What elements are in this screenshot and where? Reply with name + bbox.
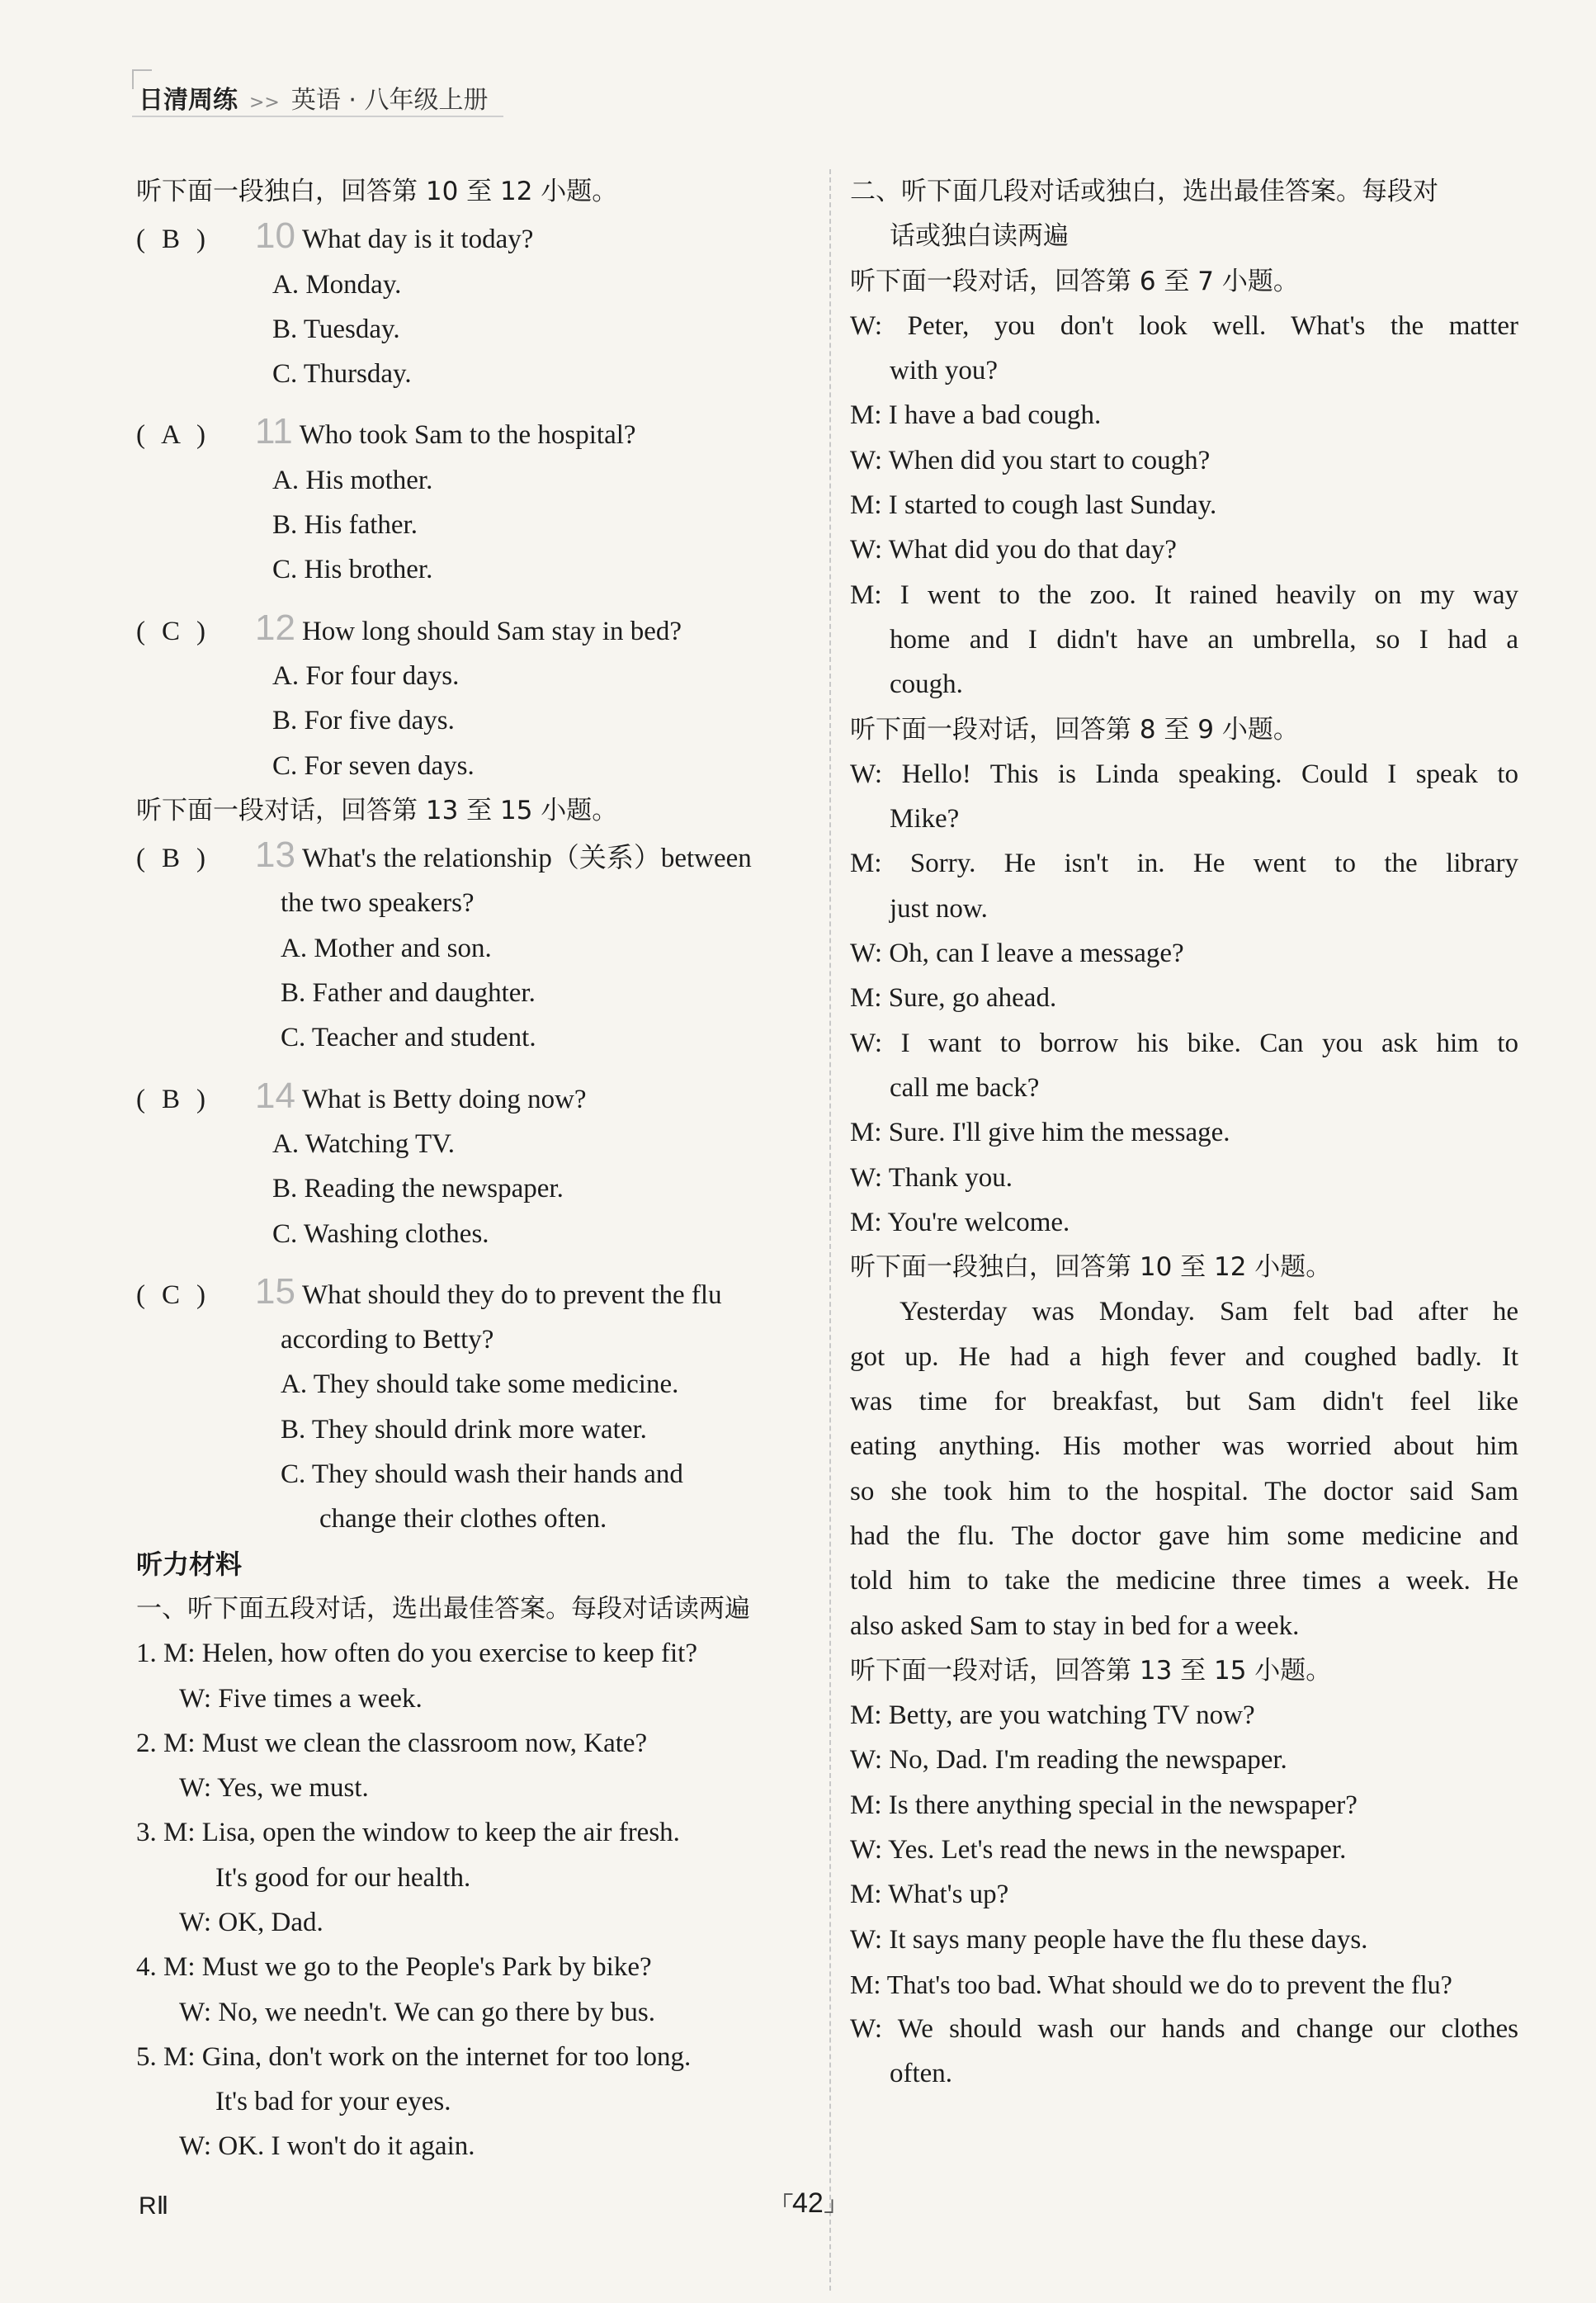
question-number: 15 — [255, 1270, 295, 1312]
dialog-line: M: Sure, go ahead. — [850, 983, 1057, 1014]
dialog-line: M: I have a bad cough. — [850, 400, 1102, 431]
question-stem: What's the relationship（关系）between — [301, 844, 752, 874]
option: A. Mother and son. — [281, 933, 492, 963]
right-column — [850, 169, 1518, 2097]
dialog-line: with you? — [890, 356, 999, 386]
question-15 — [136, 1270, 809, 1317]
answer-value: C — [161, 1279, 180, 1310]
dialog-line: W: Peter, you don't look well. What's the matter — [850, 310, 1518, 341]
question-number: 13 — [255, 835, 295, 876]
header-rule — [132, 116, 503, 117]
option: A. His mother. — [272, 465, 433, 495]
answer-value: A — [161, 420, 181, 451]
dialog-line: M: Sorry. He isn't in. He went to the library — [850, 849, 1518, 879]
dialog-line: 5. M: Gina, don't work on the internet for too long. — [136, 2041, 692, 2072]
option-cont: change their clothes often. — [319, 1504, 607, 1535]
dialog-line: W: It says many people have the flu these days. — [850, 1924, 1368, 1955]
part-two-title: 二、听下面几段对话或独白，选出最佳答案。每段对 — [850, 177, 1438, 206]
question-stem: Who took Sam to the hospital? — [299, 420, 636, 451]
chevron-icon: >> — [249, 92, 280, 113]
part-two-title-cont: 话或独白读两遍 — [890, 221, 1069, 252]
running-header — [139, 79, 488, 116]
dialog-line: 3. M: Lisa, open the window to keep the air fresh. — [136, 1818, 680, 1848]
monologue-line: eating anything. His mother was worried about him — [850, 1431, 1518, 1462]
book-brand: 日清周练 — [139, 86, 238, 115]
option: C. For seven days. — [272, 750, 475, 781]
dialog-line: M: Is there anything special in the newspaper? — [850, 1790, 1358, 1820]
dialog-line: W: What did you do that day? — [850, 535, 1177, 565]
option: B. Father and daughter. — [281, 978, 536, 1009]
question-14 — [136, 1074, 809, 1122]
section-intro: 听下面一段独白，回答第 10 至 12 小题。 — [136, 177, 618, 206]
question-stem-cont: according to Betty? — [281, 1325, 494, 1355]
option: A. For four days. — [272, 660, 460, 691]
column-divider — [829, 169, 832, 2291]
answer-value: C — [161, 616, 180, 646]
dialog-line: It's good for our health. — [215, 1862, 471, 1893]
answer-bracket: ( B ) — [136, 836, 260, 881]
option: B. His father. — [272, 510, 418, 541]
dialog-line: W: No, we needn't. We can go there by bus. — [179, 1997, 655, 2027]
section-intro: 听下面一段对话，回答第 8 至 9 小题。 — [850, 714, 1299, 745]
dialog-line: W: No, Dad. I'm reading the newspaper. — [850, 1745, 1287, 1776]
answer-value: B — [161, 225, 180, 255]
dialog-line: Mike? — [890, 804, 960, 835]
dialog-line: often. — [890, 2059, 953, 2089]
monologue-line: also asked Sam to stay in bed for a week. — [850, 1610, 1300, 1641]
option: C. Teacher and student. — [281, 1023, 536, 1053]
monologue-line: had the flu. The doctor gave him some medicine and — [850, 1520, 1518, 1551]
dialog-line: W: OK. I won't do it again. — [179, 2131, 475, 2162]
section-intro: 听下面一段对话，回答第 13 至 15 小题。 — [136, 795, 618, 825]
listening-material-title: 听力材料 — [136, 1548, 243, 1580]
question-number: 11 — [255, 411, 293, 452]
dialog-line: W: I want to borrow his bike. Can you ask him to — [850, 1028, 1518, 1058]
option: A. They should take some medicine. — [281, 1369, 679, 1400]
section-intro: 听下面一段对话，回答第 6 至 7 小题。 — [850, 266, 1299, 296]
question-number: 12 — [255, 607, 295, 648]
answer-bracket: ( C ) — [136, 1273, 260, 1317]
dialog-line: M: What's up? — [850, 1880, 1009, 1910]
answer-bracket: ( B ) — [136, 217, 260, 262]
dialog-line: M: You're welcome. — [850, 1207, 1070, 1237]
question-stem: What should they do to prevent the flu — [301, 1279, 722, 1310]
option: C. Thursday. — [272, 359, 412, 390]
dialog-line: M: Sure. I'll give him the message. — [850, 1118, 1230, 1148]
question-stem: What is Betty doing now? — [301, 1084, 587, 1114]
answer-value: B — [161, 1084, 180, 1114]
part-one-title: 一、听下面五段对话，选出最佳答案。每段对话读两遍 — [136, 1593, 750, 1624]
option: B. For five days. — [272, 706, 455, 736]
section-intro: 听下面一段独白，回答第 10 至 12 小题。 — [850, 1252, 1332, 1283]
dialog-line: just now. — [890, 893, 988, 924]
option: A. Watching TV. — [272, 1128, 456, 1159]
answer-bracket: ( C ) — [136, 609, 260, 654]
dialog-line: 1. M: Helen, how often do you exercise to keep fit? — [136, 1639, 697, 1669]
dialog-line: M: That's too bad. What should we do to prevent the flu? — [850, 1969, 1452, 1999]
monologue-line: so she took him to the hospital. The doctor said Sam — [850, 1476, 1518, 1506]
option: A. Monday. — [272, 269, 402, 300]
dialog-line: call me back? — [890, 1072, 1040, 1103]
dialog-line: M: I started to cough last Sunday. — [850, 490, 1217, 521]
answer-bracket: ( B ) — [136, 1077, 260, 1122]
question-11 — [136, 409, 809, 457]
dialog-line: W: Oh, can I leave a message? — [850, 939, 1184, 969]
section-intro: 听下面一段对话，回答第 13 至 15 小题。 — [850, 1655, 1332, 1686]
dialog-line: It's bad for your eyes. — [215, 2087, 451, 2117]
page-number: ┌ 42 ┘ — [792, 2187, 824, 2220]
dialog-line: W: OK, Dad. — [179, 1907, 323, 1937]
dialog-line: 4. M: Must we go to the People's Park by bike? — [136, 1952, 652, 1983]
option: B. Tuesday. — [272, 314, 400, 344]
monologue-line: was time for breakfast, but Sam didn't feel like — [850, 1387, 1518, 1417]
monologue-line: got up. He had a high fever and coughed badly. It — [850, 1341, 1518, 1372]
monologue-line: Yesterday was Monday. Sam felt bad after he — [900, 1297, 1518, 1327]
question-stem: How long should Sam stay in bed? — [301, 616, 682, 646]
dialog-line: W: When did you start to cough? — [850, 445, 1211, 475]
left-column — [136, 169, 809, 2169]
question-number: 10 — [255, 215, 295, 257]
edition-mark: RⅡ — [139, 2192, 169, 2220]
dialog-line: W: Thank you. — [850, 1162, 1013, 1193]
question-10 — [136, 214, 809, 262]
option: C. They should wash their hands and — [281, 1459, 683, 1490]
dialog-line: cough. — [890, 669, 963, 700]
dialog-line: W: Yes. Let's read the news in the newspaper. — [850, 1834, 1347, 1865]
question-stem: What day is it today? — [301, 225, 534, 255]
question-number: 14 — [255, 1075, 295, 1116]
answer-value: B — [161, 844, 180, 874]
question-13 — [136, 833, 809, 881]
dialog-line: W: Yes, we must. — [179, 1773, 369, 1804]
option: C. Washing clothes. — [272, 1218, 489, 1249]
option: C. His brother. — [272, 555, 433, 585]
dialog-line: M: Betty, are you watching TV now? — [850, 1700, 1255, 1731]
dialog-line: M: I went to the zoo. It rained heavily on my way — [850, 579, 1518, 610]
monologue-line: told him to take the medicine three times a week. He — [850, 1566, 1518, 1596]
dialog-line: 2. M: Must we clean the classroom now, Kate? — [136, 1728, 648, 1758]
dialog-line: W: Hello! This is Linda speaking. Could I speak to — [850, 759, 1518, 789]
answer-bracket: ( A ) — [136, 413, 260, 457]
book-subject: 英语 · 八年级上册 — [290, 86, 489, 115]
option: B. They should drink more water. — [281, 1414, 647, 1445]
dialog-line: W: We should wash our hands and change our clothes — [850, 2014, 1518, 2045]
dialog-line: W: Five times a week. — [179, 1683, 423, 1714]
question-12 — [136, 606, 809, 654]
dialog-line: home and I didn't have an umbrella, so I had a — [890, 624, 1518, 655]
option: B. Reading the newspaper. — [272, 1174, 564, 1204]
question-stem-cont: the two speakers? — [281, 888, 475, 919]
